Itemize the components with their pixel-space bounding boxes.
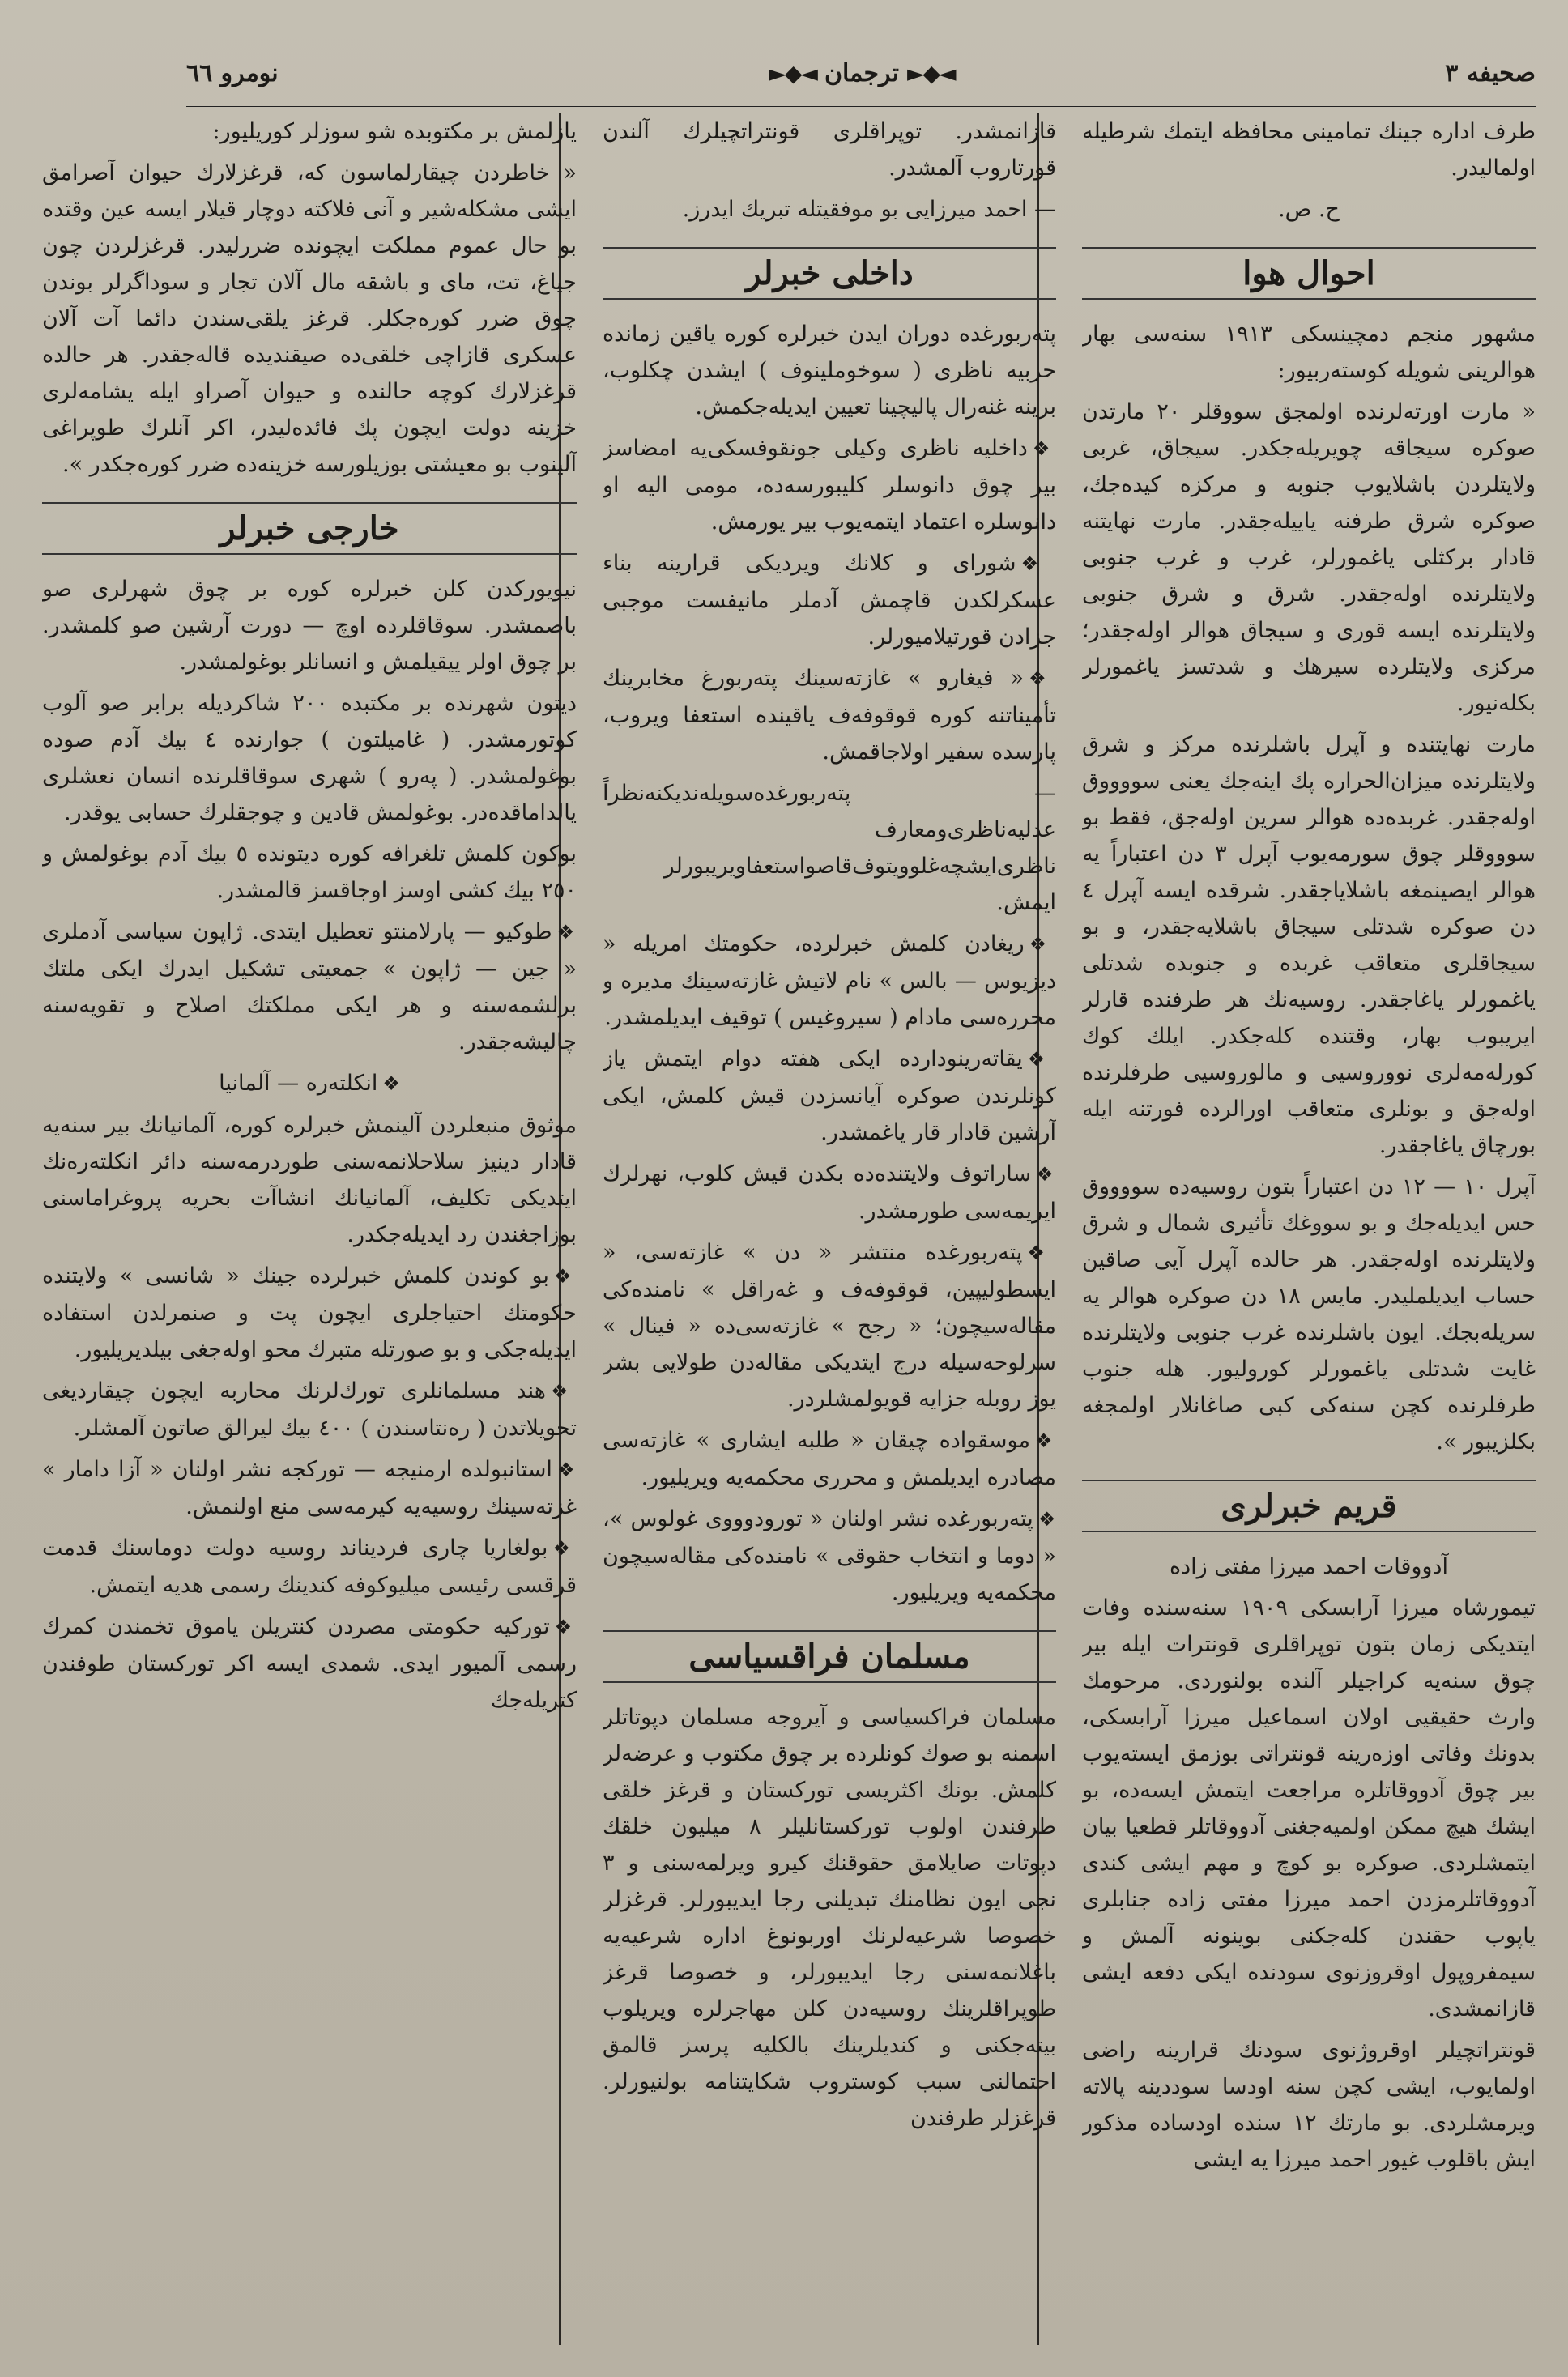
diamond-bullet-icon: ❖ xyxy=(551,1380,577,1403)
domestic-paragraph: ❖ریغادن كلمش خبرلرده، حكومتك امریله « دیزیوس — بالس » نام لاتیش غازته‌سینك مدیره و محرره‌سی مادام ( سیروغیس ) توقیف ایدیلمشدر. xyxy=(603,931,1056,1030)
page-header xyxy=(186,49,1536,97)
weather-paragraph: مارت نهایتنده و آپرل باشلرنده مركز و شرق ولایتلرنده میزان‌الحراره پك اینه‌جك یعنی سووووق اوله‌جقدر. غربده‌ده هوالر سرین اوله‌جق، فقط بو سوووقلر چوق سورمه‌یوب آپرل ٣ دن اعتباراً یه هوالر ایصینمغه باشلایاجقدر. شرقده ایسه آپرل ٤ دن صوكره شدتلی سیجاق باشلایه‌جقدر، و بو سیجاقلری متعاقب غربده و جنوبده شدتلی یاغمورلر یاغاجقدر. روسیه‌نك هر طرفنده قارلر ایریبوب بهار، وقتنده كله‌جكدر. ایلك كوك كورله‌مه‌لری نووروسیی و مالوروسیی طرفلرنده اوله‌جق و بونلری متعاقب اورالرده فورتنه ایله بورچاق یاغاجقدر. xyxy=(1082,732,1536,1158)
diamond-bullet-icon: ❖ xyxy=(552,1537,577,1560)
foreign-paragraph: ❖بولغاریا چاری فردیناند روسیه دولت دوماسنك قدمت قرقسی رئیسی میلیوكوفه كندینك رسمی هدیه ایتمش. xyxy=(42,1536,577,1598)
diamond-bullet-icon: ❖ xyxy=(556,921,577,944)
diamond-bullet-icon: ❖ xyxy=(1029,933,1056,956)
domestic-paragraph: ❖ساراتوف ولایتنده‌ده بكدن قیش كلوب، نهرلرك ایریمه‌سی طورمشدر. xyxy=(603,1161,1056,1224)
diamond-bullet-icon: ❖ xyxy=(553,1265,577,1288)
diamond-bullet-icon: ❖ xyxy=(1032,437,1056,460)
foreign-paragraph: بوكون كلمش تلغرافه كوره دیتونده ٥ بیك آدم بوغولمش و ٢٥٠ بیك كشی اوسز اوجاقسز قالمشدر. xyxy=(42,841,577,903)
diamond-bullet-icon: ❖ xyxy=(382,1072,400,1095)
diamond-bullet-icon: ❖ xyxy=(1029,667,1056,690)
foreign-paragraph: ❖استانبولده ارمنیجه — توركجه نشر اولنان « آزا دامار » غزته‌سینك روسیه‌یه كیرمه‌سی منع اولنمش. xyxy=(42,1457,577,1519)
header-rule xyxy=(186,104,1536,107)
letter-paragraph: « خاطردن چیقارلماسون كه، قرغزلارك حیوان آصرامق ایشی مشكله‌شیر و آنی فلاكته دوچار قیلار ایسه عین وقتده بو حال عموم مملكت ایچونده ضررلیدر. قرغزلردن چون جیاغ، تت، مای و باشقه مال آلان تجار و سوداگرلر بوندن چوق ضرر كوره‌جكلر. قرغز یلقی‌سندن دائما آت آلان عسكری قازاچی خلقی‌ده صیقندیده قاله‌جقدر. هر حالده قرغزلارك كوچه حالنده و حیوان آصراو ایله یشامه‌لری خزینه دولت ایچون پك فائده‌لیدر، اكر آنلرك طوپراغی آلینوب بو معیشتی بوزیلورسه خزینه‌ده ضرر كوره‌جكدر ». xyxy=(42,160,577,477)
domestic-paragraph: — پته‌ربورغده‌سویله‌ندیكنه‌نظراً عدلیه‌ناظری‌و‌معارف ناظری‌ایشچه‌غلوویتوف‌قاصو‌استعفا‌ویریبورلر ایمش. xyxy=(603,781,1056,915)
weather-heading: احوال هوا xyxy=(1082,247,1536,300)
domestic-paragraph: ❖موسقواده چیقان « طلبه ایشاری » غازته‌سی مصادره ایدیلمش و محرری محكمه‌یه ویریلیور. xyxy=(603,1428,1056,1490)
ornament-left-icon: ◄◆► xyxy=(769,59,816,87)
foreign-paragraph: نیویوركدن كلن خبرلره كوره بر چوق شهرلری صو باصمشدر. سوقاقلرده اوچ — دورت آرشین صو كلمشدر. بر چوق اولر ییقیلمش و انسانلر بوغولمشدر. xyxy=(42,577,577,675)
domestic-paragraph: ❖پته‌ربورغده نشر اولنان « تورودوووی غولوس »، « دوما و انتخاب حقوقی » نامنده‌كی مقاله‌سیچون محكمه‌یه ویریلیور. xyxy=(603,1506,1056,1605)
domestic-paragraph: ❖پته‌ربورغده منتشر « دن » غازته‌سی، « ایسطولیپین، قوقوفه‌ف و غه‌راقل » نامنده‌كی مقاله‌سیچون؛ « رجح » غازته‌سی‌ده « فینال » سرلوحه‌سیله درج ایتدیكی مقاله‌دن طولایی بشر یوز روبله جزایه قویولمشلردر. xyxy=(603,1240,1056,1412)
diamond-bullet-icon: ❖ xyxy=(1038,1508,1056,1531)
domestic-paragraph: ❖داخلیه ناظری وكیلی جونقوفسكی‌یه امضاسز بیر چوق دانوسلر كلیبورسه‌ده، مومی الیه او دانوسلره اعتماد ایتمه‌یوب بیر یورمش. xyxy=(603,436,1056,535)
domestic-paragraph: ❖شورای و كلانك ویردیكی قرارینه بناء عسكرلكدن قاچمش آدملر مانیفست موجبی جزادن قورتیلامیورلر. xyxy=(603,551,1056,650)
weather-paragraph: « مارت اورته‌لرنده اولمجق سووقلر ٢٠ مارتدن صوكره سیجاقه چویریله‌جكدر. سیجاق، غربی ولایتلردن باشلایوب جنوبه و مركزه كیده‌جك، صوكره شرق طرفنه یاییله‌جقدر. مارت نهایتنه قادار بركثلی یاغمورلر، غرب و غرب جنوبی ولایتلرنده اوله‌جقدر. شرق و شرق جنوبی ولایتلرنده ایسه قوری و سیجاق هوالر اوله‌جقدر؛ مركزی ولایتلرده سیرهك و شدتسز یاغمورلر بكله‌نیور. xyxy=(1082,399,1536,716)
foreign-paragraph: دیتون شهرنده بر مكتبده ٢٠٠ شاكردیله برابر صو آلوب كوتورمشدر. ( غامیلتون ) جوارنده ٤ بیك آدم صوده بوغولمشدر. ( په‌رو ) شهری سوقاقلرنده انسان نعشلری یالداماقده‌در. بوغولمش قادین و چوجقلرك حسابی یوقدر. xyxy=(42,691,577,825)
muslim-faction-paragraph: مسلمان فراكسیاسی و آیروجه مسلمان دپوتاتلر اسمنه بو صوك كونلرده بر چوق مكتوب و عرضه‌لر كلمش. بونك اكثریسی توركستان و قرغز خلقی طرفندن اولوب توركستانلیلر ٨ میلیون خلقك دپوتات صایلامق حقوقنك كیرو ویرلمه‌سنی و ٣ نجی ایون نظامنك تبدیلنی رجا ایدیبورلر. قرغزلر خصوصا شرعیه‌لرنك اوربونوغ اداره شرعیه‌یه باغلانمه‌سنی رجا ایدیبورلر، و خصوصا قرغز طوپراقلرینك روسیه‌دن كلن مهاجرلره ویریلوب بیته‌جكنی و كندیلرینك بالكلیه پرسز قالمق احتمالنی سبب كوستروب شكایتنامه بولنیورلر. قرغزلر طرفندن xyxy=(603,1705,1056,2131)
muslim-faction-heading: مسلمان فراقسیاسی xyxy=(603,1630,1056,1683)
domestic-paragraph: ❖یقاته‌رینودارده ایكی هفته دوام ایتمش یاز كونلرندن صوكره آیانسزدن قیش كلمش، ایكی آرشین قادار قار یاغمشدر. xyxy=(603,1046,1056,1145)
diamond-bullet-icon: ❖ xyxy=(554,1616,577,1638)
weather-paragraph: مشهور منجم دمچینسكی ١٩١٣ سنه‌سی بهار هوالرینی شویله كوسته‌ربیور: xyxy=(1082,322,1536,383)
column-right xyxy=(1082,113,1536,2345)
column-intro: یازلمش بر مكتوبده شو سوزلر كوریلیور: xyxy=(212,119,577,144)
masthead xyxy=(769,59,954,87)
foreign-paragraph: موثوق منبعلردن آلینمش خبرلره كوره، آلمانیانك بیر سنه‌یه قادار دینیز سلاحلانمه‌سنی طوردرمه‌سنه دائر انكلته‌ره‌نك ایتدیكی تكلیف، آلمانیانك انشاآت بحریه پروغراماسنی بوزاجغندن رد ایدیله‌جكدر. xyxy=(42,1113,577,1247)
diamond-bullet-icon: ❖ xyxy=(1036,1163,1056,1186)
crimea-paragraph: قونتراتچیلر اوقروژنوی سودنك قرارینه راضی اولمایوب، ایشی كچن سنه اودسا سوددینه پالاته ویرمشلردی. بو مارتك ١٢ سنده اودسا‌ده مذكور ایش باقلوب غیور احمد میرزا یه ایشی xyxy=(1082,2038,1536,2172)
column-intro: قازانمشدر. توپراقلری قونتراتچیلرك آلندن قورتاروب آلمشدر. xyxy=(603,119,1056,181)
foreign-paragraph: ❖طوكیو — پارلامنتو تعطیل ایتدی. ژاپون سیاسی آدملری « جین — ژاپون » جمعیتی تشكیل ایدرك ایكی ملتك برلشمه‌سنه و هر ایكی مملكتك اصلاح و تقویه‌سنه چالیشه‌جقدر. xyxy=(42,919,577,1054)
ornament-right-icon: ◄◆► xyxy=(906,59,955,87)
diamond-bullet-icon: ❖ xyxy=(556,1459,577,1481)
issue-number-label: نومرو ٦٦ xyxy=(186,58,279,87)
column-intro-line: — احمد میرزایی بو موفقیتله تبریك ایدرز. xyxy=(682,197,1056,222)
foreign-paragraph: ❖توركیه حكومتی مصردن كنتریلن یاموق تخمندن كمرك رسمی آلمیور ایدی. شمدی ایسه اكر توركستان طوفندن كتریله‌جك xyxy=(42,1614,577,1713)
foreign-heading: خارجی خبرلر xyxy=(42,502,577,555)
domestic-paragraph: پته‌ربورغده دوران ایدن خبرلره كوره یاقین زمانده حربیه ناظری ( سوخوملینوف ) ایشدن چكلوب، برینه غنه‌رال پالیچینا تعیین ایدیله‌جكمش. xyxy=(603,322,1056,420)
column-middle xyxy=(603,113,1056,2345)
foreign-subheading: ❖انكلته‌ره — آلمانیا xyxy=(219,1071,400,1096)
crimea-paragraph: تیمورشاه میرزا آرابسكی ١٩٠٩ سنه‌سنده وفات ایتدیكی زمان بتون توپراقلری قونترات ایله بیر چوق سنه‌یه كراجیلر آلنده بولنوردی. مرحومك وارث حقیقیی اولان اسماعیل میرزا آرابسكی، بدونك وفاتی اوزه‌رینه قونتراتی بوزمق ایسته‌یوب بیر چوق آدووقاتلره مراجعت ایتمش ایسه‌ده، بو ایشك هیچ ممكن اولمیه‌جغنی آدووقاتلر قطعیا بیان ایتمشلردی. صوكره بو كوچ و مهم ایشی كندی آدووقاتلرمزدن احمد میرزا مفتی زاده جنابلری یاپوب حقندن كله‌جكنی بوینونه آلمش و سیمفروپول اوقروزنوی سودنده ایكی دفعه ایشی قازانمشدی. xyxy=(1082,1595,1536,2021)
diamond-bullet-icon: ❖ xyxy=(1027,1242,1056,1264)
diamond-bullet-icon: ❖ xyxy=(1020,552,1056,575)
diamond-bullet-icon: ❖ xyxy=(1034,1429,1056,1452)
column-left xyxy=(42,113,577,2345)
crimea-subheading: آدووقات احمد میرزا مفتی زاده xyxy=(1170,1554,1448,1579)
domestic-heading: داخلی خبرلر xyxy=(603,247,1056,300)
crimea-heading: قریم خبرلری xyxy=(1082,1480,1536,1532)
paper-name: ترجمان xyxy=(824,58,899,87)
domestic-paragraph: ❖« فیغارو » غازته‌سینك پته‌ربورغ مخابرینك تأمیناتنه كوره قوقوفه‌ف یاقینده استعفا ویروب، پارسده سفیر اولاجاقمش. xyxy=(603,666,1056,765)
column-intro: طرف اداره جینك تمامینی محافظه ایتمك شرطیله اولمالیدر. xyxy=(1082,119,1536,181)
foreign-paragraph: ❖هند مسلمانلری تورك‌لرنك محاربه ایچون چیقاردیغی تحویلاتدن ( ره‌نتاسندن ) ٤٠٠ بیك لیرالق صاتون آلمشلر. xyxy=(42,1378,577,1441)
signature: ح. ص. xyxy=(1278,197,1340,222)
foreign-paragraph: ❖بو كوندن كلمش خبرلرده جینك « شانسی » ولایتنده حكومتك احتیاجلری ایچون پت و صنمرلدن استفاده ایدیله‌جكی و بو صورتله متبرك محو اوله‌جغی بیلدیریلیور. xyxy=(42,1263,577,1362)
diamond-bullet-icon: ❖ xyxy=(1027,1048,1056,1071)
weather-paragraph: آپرل ١٠ — ١٢ دن اعتباراً بتون روسیه‌ده سووووق حس ایدیله‌جك و بو سووغك تأثیری شمال و شرق ولایتلرنده اوله‌جقدر. هر حالده آپرل آیی صاقین حساب ایدیلملیدر. مایس ١٨ دن صوكره هوالر یه سریله‌بجك. ایون باشلرنده غرب جنوبی ولایتلرنده غایت شدتلی یاغمورلر كورولیور. هله جنوب طرفلرنده كچن سنه‌كی كبی صاغانلار اولمجغه بكلزیبور ». xyxy=(1082,1174,1536,1455)
page-number-label: صحیفه ٣ xyxy=(1445,58,1536,87)
